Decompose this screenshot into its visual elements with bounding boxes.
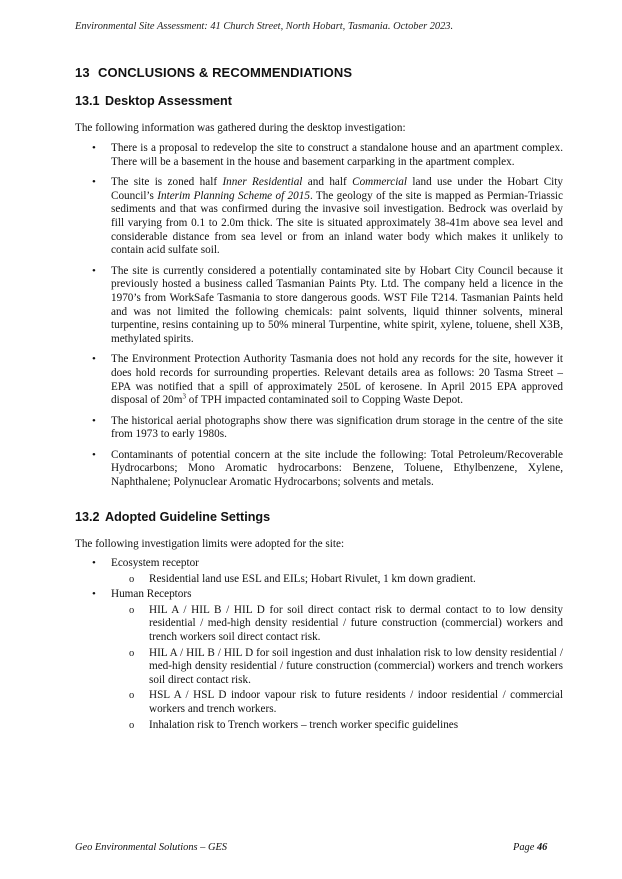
circle-bullet-icon: o xyxy=(129,690,135,702)
human-sublist xyxy=(111,604,563,732)
section-number: 13.1 xyxy=(75,94,100,108)
bullet-icon: • xyxy=(92,264,96,277)
list-item: • The Environment Protection Authority Tasmania does not hold any records for the site, however it does hold records for surrounding properties. Relevant details area as follows: 20 Tasma Street – EPA was notified that a spill of approximately 250L of kerosene. In April 2015 EPA approved disposal of $20m^3$ of TPH impacted contaminated soil to Copping Waste Depot. xyxy=(92,353,563,407)
section-number: 13.2 xyxy=(75,510,100,524)
list-item: • Contaminants of potential concern at the site include the following: Total Petroleum/Recoverable Hydrocarbons; Mono Aromatic hydrocarbons: Benzene, Toluene, Ethylbenzene, Xylene, Naphthalene; Polynuclear Aromatic Hydrocarbons; solvents and metals. xyxy=(92,448,563,489)
sub-list-item: o Inhalation risk to Trench workers – trench worker specific guidelines xyxy=(129,718,459,731)
section-title: CONCLUSIONS & RECOMMENDIATIONS xyxy=(98,65,353,80)
bullet-icon: • xyxy=(92,414,96,427)
sub-list-item: o Residential land use ESL and EILs; Hobart Rivulet, 1 km down gradient. xyxy=(129,572,476,585)
footer-company: Geo Environmental Solutions – GES xyxy=(75,842,227,853)
list-item: • The historical aerial photographs show there was signification drum storage in the centre of the site from 1973 to early 1980s. xyxy=(92,414,563,441)
sub-list-item: o HSL A / HSL D indoor vapour risk to future residents / indoor residential / commercial workers and trench workers. xyxy=(129,689,563,715)
list-item-human: • Human Receptors o HIL A / HIL B / HIL D for soil direct contact risk to dermal contact to to low density residential / med-high density residential / future construction (commercial) workers and trench workers soil direct contact risk. o HIL A / HIL B / HIL D for soil ingestion and dust inhalation risk to low density residential / med-high density residential / future construction (commercial) workers and trench workers soil direct contact risk. o HSL A / HSL D indoor vapour risk to future residents / indoor residential / commercial workers and trench workers. o Inhalation risk to Trench workers – trench worker specific guidelines xyxy=(92,588,563,731)
section-13-2-heading xyxy=(75,511,270,525)
section-number: 13 xyxy=(75,65,90,80)
desktop-intro: The following information was gathered during the desktop investigation: xyxy=(75,122,406,134)
desktop-findings-list xyxy=(75,142,563,497)
guideline-intro: The following investigation limits were adopted for the site: xyxy=(75,538,345,550)
ecosystem-sublist xyxy=(111,573,563,587)
bullet-icon: • xyxy=(92,588,96,601)
guideline-list xyxy=(75,557,563,734)
section-title: Desktop Assessment xyxy=(105,94,232,108)
circle-bullet-icon: o xyxy=(129,719,135,731)
sub-list-item: o HIL A / HIL B / HIL D for soil ingestion and dust inhalation risk to low density residential / med-high density residential / future construction (commercial) workers and trench workers soil direct contact risk. xyxy=(129,646,563,686)
bullet-icon: • xyxy=(92,176,96,189)
list-item: • The site is currently considered a potentially contaminated site by Hobart City Council because it previously hosted a business called Tasmanian Paints Pty. Ltd. The company held a licence in the 1970’s from WorkSafe Tasmania to store dangerous goods. WST File T214. Tasmanian Paints held and was not limited the following chemicals: paint solvents, liquid thinner solvents, mineral turpentine, resins containing up to 50% mineral Turpentine, white spirit, xylene, toluene, shell X3B, methylated spirits. xyxy=(92,264,563,345)
list-item: • There is a proposal to redevelop the site to construct a standalone house and an apartment complex. There will be a basement in the house and basement carparking in the apartment complex. xyxy=(92,142,563,168)
list-item-ecosystem: • Ecosystem receptor o Residential land use ESL and EILs; Hobart Rivulet, 1 km down gradient. xyxy=(75,557,563,586)
section-title: Adopted Guideline Settings xyxy=(105,510,271,524)
bullet-icon: • xyxy=(92,142,96,154)
bullet-icon: • xyxy=(92,353,96,366)
footer-page-number: Page 46 xyxy=(513,842,548,853)
section-13-1-heading xyxy=(75,95,232,109)
circle-bullet-icon: o xyxy=(129,604,135,616)
list-item: • The site is zoned half Inner Residential and half Commercial land use under the Hobart City Council’s Interim Planning Scheme of 2015. The geology of the site is mapped as Permian-Triassic sediments and that was confirmed during the invasive soil investigation. Bedrock was overlaid by fill varying from 0.1 to 2.0m thick. The site is situated approximately 38-41m above sea level and considerable distance from sea level or from an inland water body which makes it unlikely to contain acid sulfate soil. xyxy=(92,176,564,257)
sub-list-item: o HIL A / HIL B / HIL D for soil direct contact risk to dermal contact to to low density residential / med-high density residential / future construction (commercial) workers and trench workers soil direct contact risk. xyxy=(129,603,563,643)
bullet-icon: • xyxy=(92,557,96,569)
circle-bullet-icon: o xyxy=(129,573,135,585)
section-13-heading xyxy=(75,66,352,80)
circle-bullet-icon: o xyxy=(129,647,135,659)
bullet-icon: • xyxy=(92,448,96,461)
running-header: Environmental Site Assessment: 41 Church Street, North Hobart, Tasmania. October 2023. xyxy=(75,21,454,32)
